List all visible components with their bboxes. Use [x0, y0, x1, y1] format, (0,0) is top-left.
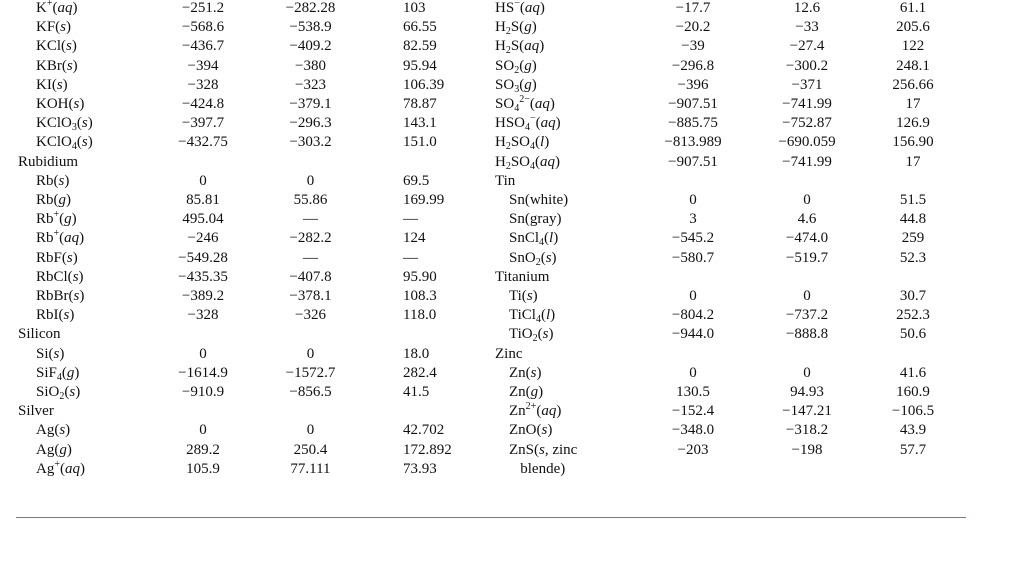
- gibbs-cell: 55.86: [293, 192, 328, 208]
- table-row: [18, 153, 493, 171]
- gibbs-cell: −323: [295, 76, 326, 93]
- formula-cell: Ti(s): [509, 288, 538, 304]
- formula-cell: Sn(white): [509, 192, 569, 208]
- enthalpy-cell: 0: [689, 192, 697, 208]
- table-row: [18, 421, 493, 439]
- formula-cell: Ag+(aq): [36, 458, 85, 477]
- enthalpy-cell: −17.7: [675, 0, 711, 16]
- table-row: [18, 76, 493, 94]
- table-row: [18, 268, 493, 286]
- formula-cell: SnO$_2$(s): [509, 249, 557, 268]
- enthalpy-cell: −910.9: [181, 384, 225, 400]
- formula-cell: $SO_4^{2-}(aq)$: [495, 94, 555, 114]
- enthalpy-cell: −348.0: [671, 422, 715, 439]
- formula-cell: Rb(s): [36, 172, 70, 189]
- enthalpy-cell: −907.51: [668, 96, 718, 112]
- enthalpy-cell: −436.7: [181, 38, 225, 55]
- entropy-cell: 160.9: [896, 384, 930, 400]
- enthalpy-cell: −20.2: [675, 19, 711, 36]
- table-row: [495, 249, 970, 267]
- table-row: [495, 37, 970, 55]
- entropy-cell: 95.94: [403, 57, 437, 74]
- formula-cell: KClO$_4$(s): [36, 134, 93, 153]
- formula-cell: RbCl(s): [36, 268, 84, 285]
- table-row: [495, 441, 970, 459]
- enthalpy-cell: −580.7: [671, 249, 715, 266]
- gibbs-cell: −303.2: [289, 134, 332, 151]
- formula-cell: $SO_2(g)$: [495, 57, 537, 76]
- entropy-cell: 43.9: [899, 422, 927, 439]
- gibbs-cell: —: [303, 249, 318, 266]
- gibbs-cell: −407.8: [289, 268, 332, 285]
- section-heading: Zinc: [495, 345, 523, 362]
- formula-cell: KOH(s): [36, 96, 85, 112]
- table-row: [18, 325, 493, 343]
- formula-cell: Ag(s): [36, 422, 71, 439]
- gibbs-cell: −33: [795, 19, 819, 36]
- entropy-cell: 82.59: [403, 38, 437, 55]
- gibbs-cell: −741.99: [782, 96, 832, 112]
- enthalpy-cell: −251.2: [181, 0, 225, 16]
- entropy-cell: 42.702: [403, 422, 445, 439]
- gibbs-cell: −752.87: [782, 115, 832, 132]
- gibbs-cell: 12.6: [793, 0, 821, 16]
- entropy-cell: 122: [901, 38, 925, 55]
- entropy-cell: 57.7: [899, 441, 927, 458]
- formula-cell: TiO$_2$(s): [509, 326, 554, 345]
- formula-cell: Si(s): [36, 345, 65, 362]
- formula-cell: $H_2S(aq)$: [495, 38, 545, 57]
- table-row: [495, 95, 970, 113]
- enthalpy-cell: −328: [187, 307, 219, 324]
- table-row: [18, 37, 493, 55]
- gibbs-cell: −519.7: [785, 249, 829, 266]
- table-row: [495, 153, 970, 171]
- gibbs-cell: 0: [803, 364, 811, 381]
- gibbs-cell: 250.4: [293, 441, 328, 458]
- formula-cell: Rb(g): [36, 192, 71, 208]
- enthalpy-cell: −296.8: [671, 57, 715, 74]
- formula-cell: Rb+(g): [36, 209, 77, 228]
- gibbs-cell: 0: [803, 192, 811, 208]
- table-row: [495, 210, 970, 228]
- section-heading: Silicon: [18, 326, 61, 343]
- enthalpy-cell: −549.28: [178, 249, 228, 266]
- entropy-cell: 17: [905, 153, 921, 170]
- entropy-cell: 103: [403, 0, 426, 16]
- entropy-cell: 61.1: [899, 0, 927, 16]
- entropy-cell: 151.0: [403, 134, 437, 151]
- entropy-cell: 259: [901, 230, 925, 247]
- enthalpy-cell: −396: [677, 76, 709, 93]
- enthalpy-cell: −885.75: [668, 115, 718, 132]
- enthalpy-cell: −432.75: [178, 134, 228, 151]
- gibbs-cell: 0: [803, 288, 811, 304]
- enthalpy-cell: −568.6: [181, 19, 225, 36]
- table-row: [495, 191, 970, 209]
- table-row: [18, 249, 493, 267]
- table-row: [495, 325, 970, 343]
- enthalpy-cell: 85.81: [186, 192, 220, 208]
- enthalpy-cell: −152.4: [671, 403, 715, 420]
- table-row: [18, 57, 493, 75]
- table-row: [18, 191, 493, 209]
- section-heading: Tin: [495, 172, 516, 189]
- table-row: [495, 287, 970, 305]
- gibbs-cell: 0: [306, 172, 315, 189]
- entropy-cell: 124: [403, 230, 426, 247]
- enthalpy-cell: −907.51: [668, 153, 718, 170]
- formula-cell: RbF(s): [36, 249, 78, 266]
- formula-cell: $HSO_4^-(aq)$: [495, 113, 561, 134]
- gibbs-cell: −888.8: [785, 326, 829, 343]
- table-row: [495, 18, 970, 36]
- formula-cell: $H_2S(g)$: [495, 19, 537, 38]
- table-row: [18, 441, 493, 459]
- enthalpy-cell: 3: [689, 211, 697, 228]
- formula-cell: RbI(s): [36, 307, 75, 324]
- gibbs-cell: −690.059: [778, 134, 836, 151]
- gibbs-cell: 0: [306, 422, 315, 439]
- gibbs-cell: −296.3: [289, 115, 332, 132]
- table-row: [495, 114, 970, 132]
- gibbs-cell: −379.1: [289, 96, 332, 112]
- formula-cell: TiCl$_4$(l): [509, 307, 556, 326]
- entropy-cell: 73.93: [403, 460, 437, 477]
- table-row: [18, 18, 493, 36]
- table-row: [18, 210, 493, 228]
- formula-cell: $Zn^{2+}(aq)$: [509, 401, 562, 420]
- gibbs-cell: −474.0: [785, 230, 829, 247]
- formula-cell: RbBr(s): [36, 288, 85, 304]
- formula-cell: ZnO(s): [509, 422, 553, 439]
- table-row: [495, 268, 970, 286]
- entropy-cell: 41.5: [403, 384, 430, 400]
- entropy-cell: 172.892: [403, 441, 452, 458]
- entropy-cell: 143.1: [403, 115, 437, 132]
- table-row: [495, 460, 970, 478]
- entropy-cell: 44.8: [899, 211, 927, 228]
- table-row: [495, 229, 970, 247]
- section-heading: Titanium: [495, 268, 550, 285]
- table-row: [18, 460, 493, 478]
- table-row: [495, 306, 970, 324]
- table-row: [495, 76, 970, 94]
- gibbs-cell: 4.6: [797, 211, 817, 228]
- gibbs-cell: −409.2: [289, 38, 332, 55]
- gibbs-cell: −380: [295, 57, 326, 74]
- entropy-cell: −106.5: [891, 403, 935, 420]
- gibbs-cell: −147.21: [782, 403, 832, 420]
- formula-cell: KCl(s): [36, 38, 77, 55]
- formula-cell: ZnS(s, zinc: [509, 441, 578, 458]
- formula-cell: Zn(s): [509, 364, 542, 381]
- entropy-cell: 95.90: [403, 268, 437, 285]
- formula-cell: KI(s): [36, 76, 68, 93]
- enthalpy-cell: −389.2: [181, 288, 225, 304]
- table-row: [18, 345, 493, 363]
- entropy-cell: —: [403, 211, 418, 228]
- table-row: [495, 0, 970, 17]
- table-row: [18, 95, 493, 113]
- enthalpy-cell: −394: [187, 57, 219, 74]
- table-row: [18, 133, 493, 151]
- gibbs-cell: −318.2: [785, 422, 829, 439]
- enthalpy-cell: −804.2: [671, 307, 715, 324]
- enthalpy-cell: −1614.9: [178, 364, 228, 381]
- entropy-cell: 118.0: [403, 307, 437, 324]
- enthalpy-cell: −424.8: [181, 96, 225, 112]
- table-row: [18, 306, 493, 324]
- entropy-cell: 18.0: [403, 345, 430, 362]
- enthalpy-cell: −397.7: [181, 115, 225, 132]
- entropy-cell: 256.66: [892, 76, 934, 93]
- table-row: [18, 383, 493, 401]
- entropy-cell: 17: [905, 96, 921, 112]
- table-row: [495, 57, 970, 75]
- entropy-cell: 252.3: [896, 307, 930, 324]
- formula-cell: $SO_3(g)$: [495, 76, 537, 95]
- table-row: [18, 0, 493, 17]
- table-row: [18, 172, 493, 190]
- section-heading: blende): [509, 460, 566, 477]
- gibbs-cell: —: [303, 211, 318, 228]
- entropy-cell: —: [403, 249, 418, 266]
- table-row: [495, 133, 970, 151]
- formula-cell: $H_2SO_4(aq)$: [495, 153, 561, 172]
- enthalpy-cell: −545.2: [671, 230, 715, 247]
- enthalpy-cell: −246: [187, 230, 219, 247]
- enthalpy-cell: −435.35: [178, 268, 228, 285]
- enthalpy-cell: −328: [187, 76, 219, 93]
- gibbs-cell: −741.99: [782, 153, 832, 170]
- formula-cell: Rb+(aq): [36, 228, 85, 247]
- entropy-cell: 51.5: [899, 192, 927, 208]
- enthalpy-cell: 0: [199, 345, 207, 362]
- entropy-cell: 108.3: [403, 288, 437, 304]
- formula-cell: $H_2SO_4(l)$: [495, 134, 550, 153]
- table-row: [495, 345, 970, 363]
- table-row: [18, 364, 493, 382]
- table-row: [18, 287, 493, 305]
- entropy-cell: 66.55: [403, 19, 437, 36]
- enthalpy-cell: 0: [689, 288, 697, 304]
- gibbs-cell: 94.93: [790, 384, 824, 400]
- entropy-cell: 106.39: [403, 76, 445, 93]
- table-row: [495, 364, 970, 382]
- enthalpy-cell: −39: [681, 38, 705, 55]
- formula-cell: SiO$_2$(s): [36, 384, 81, 402]
- enthalpy-cell: 0: [199, 172, 207, 189]
- gibbs-cell: −282.2: [289, 230, 332, 247]
- entropy-cell: 50.6: [899, 326, 927, 343]
- formula-cell: K+(aq): [36, 0, 78, 16]
- entropy-cell: 282.4: [403, 364, 437, 381]
- entropy-cell: 126.9: [896, 115, 930, 132]
- gibbs-cell: −282.28: [285, 0, 336, 16]
- table-row: [495, 421, 970, 439]
- enthalpy-cell: −203: [677, 441, 709, 458]
- entropy-cell: 30.7: [899, 288, 927, 304]
- gibbs-cell: 0: [306, 345, 315, 362]
- gibbs-cell: −737.2: [785, 307, 829, 324]
- enthalpy-cell: 0: [199, 422, 207, 439]
- gibbs-cell: −538.9: [289, 19, 332, 36]
- formula-cell: SnCl$_4$(l): [509, 230, 559, 249]
- formula-cell: KBr(s): [36, 57, 78, 74]
- entropy-cell: 69.5: [403, 172, 430, 189]
- table-row: [18, 229, 493, 247]
- section-heading: Rubidium: [18, 153, 79, 170]
- enthalpy-cell: −944.0: [671, 326, 715, 343]
- bottom-rule: [16, 517, 966, 518]
- table-row: [495, 383, 970, 401]
- formula-cell: KClO$_3$(s): [36, 115, 93, 134]
- entropy-cell: 248.1: [896, 57, 930, 74]
- enthalpy-cell: 0: [689, 364, 697, 381]
- enthalpy-cell: 130.5: [676, 384, 710, 400]
- formula-cell: Ag(g): [36, 441, 72, 458]
- gibbs-cell: −1572.7: [285, 364, 336, 381]
- gibbs-cell: −198: [791, 441, 823, 458]
- formula-cell: KF(s): [36, 19, 72, 36]
- gibbs-cell: −378.1: [289, 288, 332, 304]
- entropy-cell: 169.99: [403, 192, 445, 208]
- gibbs-cell: −27.4: [789, 38, 825, 55]
- formula-cell: SiF$_4$(g): [36, 364, 80, 383]
- gibbs-cell: 77.111: [290, 460, 331, 477]
- entropy-cell: 78.87: [403, 96, 437, 112]
- enthalpy-cell: 105.9: [186, 460, 220, 477]
- gibbs-cell: −856.5: [289, 384, 332, 400]
- formula-cell: HS−(aq): [495, 0, 545, 16]
- enthalpy-cell: −813.989: [664, 134, 722, 151]
- gibbs-cell: −326: [295, 307, 326, 324]
- table-row: [495, 172, 970, 190]
- entropy-cell: 52.3: [899, 249, 927, 266]
- table-row: [18, 402, 493, 420]
- entropy-cell: 205.6: [896, 19, 930, 36]
- enthalpy-cell: 495.04: [182, 211, 224, 228]
- entropy-cell: 41.6: [899, 364, 927, 381]
- formula-cell: Sn(gray): [509, 211, 562, 228]
- gibbs-cell: −371: [791, 76, 823, 93]
- gibbs-cell: −300.2: [785, 57, 829, 74]
- formula-cell: Zn(g): [509, 384, 544, 400]
- table-row: [495, 402, 970, 420]
- section-heading: Silver: [18, 403, 54, 420]
- enthalpy-cell: 289.2: [186, 441, 220, 458]
- entropy-cell: 156.90: [892, 134, 934, 151]
- table-row: [18, 114, 493, 132]
